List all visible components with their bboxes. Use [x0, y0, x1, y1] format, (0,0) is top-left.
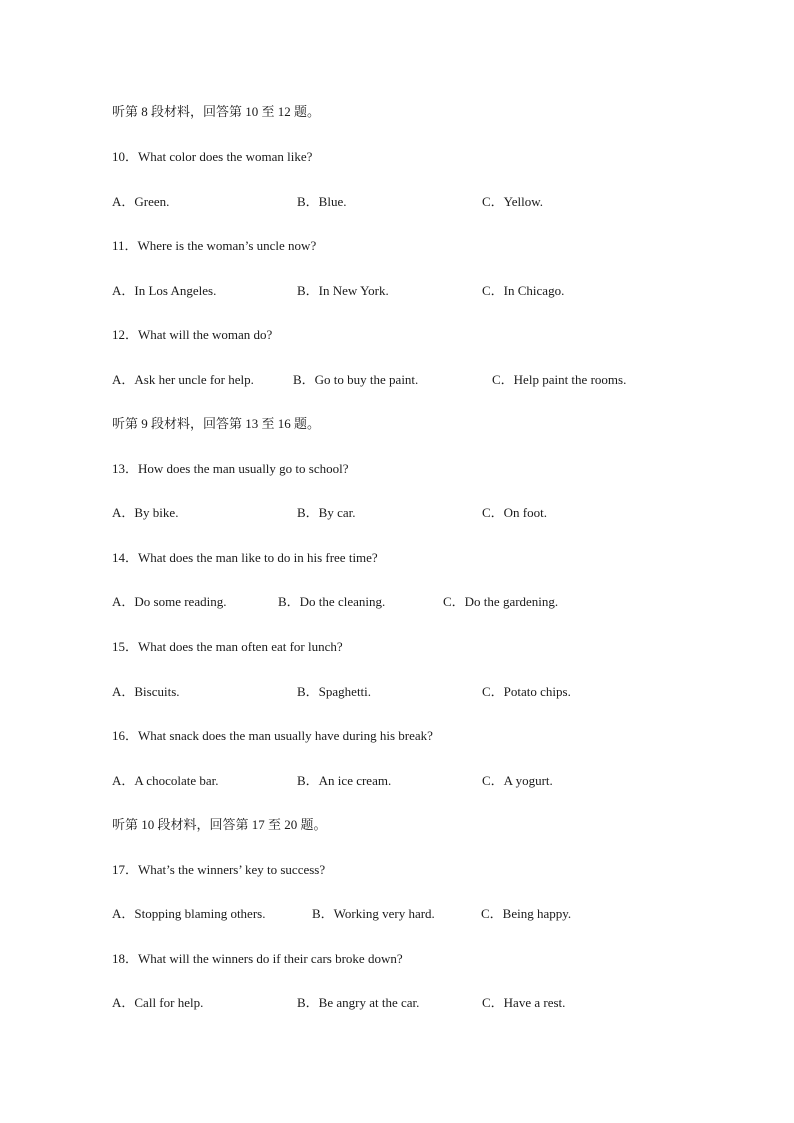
question-14-option-b: B．Do the cleaning.	[278, 594, 386, 609]
question-16-option-b: B．An ice cream.	[297, 773, 392, 788]
question-13-option-b: B．By car.	[297, 505, 356, 520]
question-10-option-b: B．Blue.	[297, 194, 347, 209]
question-16-option-a: A．A chocolate bar.	[112, 773, 219, 788]
question-12-option-a: A．Ask her uncle for help.	[112, 372, 254, 387]
question-12: 12．What will the woman do?	[112, 327, 273, 342]
question-17-option-c: C．Being happy.	[481, 906, 572, 921]
question-13-option-c: C．On foot.	[482, 505, 548, 520]
question-12-option-c: C．Help paint the rooms.	[492, 372, 627, 387]
question-17-option-a: A．Stopping blaming others.	[112, 906, 266, 921]
question-16: 16．What snack does the man usually have during his break?	[112, 728, 433, 743]
question-11-option-b: B．In New York.	[297, 283, 389, 298]
question-15-option-c: C．Potato chips.	[482, 684, 571, 699]
question-11-option-c: C．In Chicago.	[482, 283, 565, 298]
question-15-option-a: A．Biscuits.	[112, 684, 180, 699]
question-14: 14．What does the man like to do in his free time?	[112, 550, 378, 565]
question-17-option-b: B．Working very hard.	[312, 906, 435, 921]
question-13-option-a: A．By bike.	[112, 505, 179, 520]
question-18: 18．What will the winners do if their cars broke down?	[112, 951, 403, 966]
question-11-option-a: A．In Los Angeles.	[112, 283, 217, 298]
question-12-option-b: B．Go to buy the paint.	[293, 372, 419, 387]
question-15-option-b: B．Spaghetti.	[297, 684, 372, 699]
question-10: 10．What color does the woman like?	[112, 149, 313, 164]
question-13: 13．How does the man usually go to school?	[112, 461, 349, 476]
section-heading: 听第 9 段材料，回答第 13 至 16 题。	[112, 416, 321, 431]
question-18-option-b: B．Be angry at the car.	[297, 995, 420, 1010]
question-17: 17．What’s the winners’ key to success?	[112, 862, 326, 877]
question-14-option-a: A．Do some reading.	[112, 594, 227, 609]
question-10-option-c: C．Yellow.	[482, 194, 544, 209]
question-16-option-c: C．A yogurt.	[482, 773, 553, 788]
question-11: 11．Where is the woman’s uncle now?	[112, 238, 317, 253]
section-heading: 听第 10 段材料，回答第 17 至 20 题。	[112, 817, 327, 832]
question-15: 15．What does the man often eat for lunch?	[112, 639, 343, 654]
question-10-option-a: A．Green.	[112, 194, 170, 209]
question-18-option-a: A．Call for help.	[112, 995, 204, 1010]
section-heading: 听第 8 段材料，回答第 10 至 12 题。	[112, 104, 321, 119]
question-18-option-c: C．Have a rest.	[482, 995, 566, 1010]
question-14-option-c: C．Do the gardening.	[443, 594, 559, 609]
